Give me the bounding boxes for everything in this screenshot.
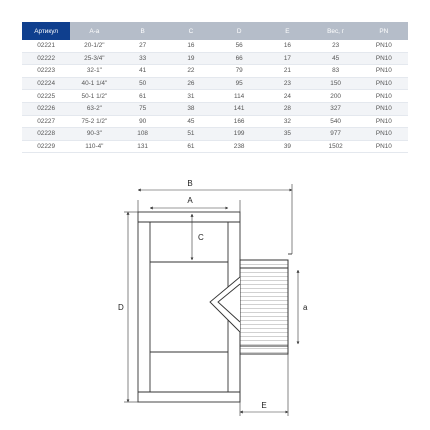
- table-cell: 02222: [22, 52, 70, 65]
- table-row: [22, 115, 408, 128]
- table-cell: 108: [119, 128, 167, 141]
- table-cell: 02221: [22, 40, 70, 52]
- table-cell: 20-1/2": [70, 40, 118, 52]
- table-cell: PN10: [360, 52, 408, 65]
- table-row: [22, 102, 408, 115]
- table-row: [22, 77, 408, 90]
- table-cell: 66: [215, 52, 263, 65]
- table-cell: PN10: [360, 140, 408, 153]
- label-a: A: [187, 196, 193, 205]
- table-cell: 02229: [22, 140, 70, 153]
- table-cell: 23: [312, 40, 360, 52]
- table-cell: 61: [119, 90, 167, 103]
- table-cell: 61: [167, 140, 215, 153]
- table-cell: PN10: [360, 90, 408, 103]
- table-header-row: [22, 22, 408, 40]
- col-header-d: D: [215, 22, 263, 40]
- table-cell: 110-4": [70, 140, 118, 153]
- tee-drawing: [110, 172, 310, 422]
- table-cell: 02228: [22, 128, 70, 141]
- table-cell: 90: [119, 115, 167, 128]
- table-cell: 17: [263, 52, 311, 65]
- table-cell: 199: [215, 128, 263, 141]
- label-b: B: [187, 179, 193, 188]
- table-cell: 50: [119, 77, 167, 90]
- table-cell: 22: [167, 65, 215, 78]
- table-cell: 02226: [22, 102, 70, 115]
- table-cell: 25-3/4": [70, 52, 118, 65]
- table-cell: 23: [263, 77, 311, 90]
- table-cell: PN10: [360, 40, 408, 52]
- table-row: [22, 65, 408, 78]
- table-cell: 45: [167, 115, 215, 128]
- table-row: [22, 40, 408, 52]
- table-cell: 75: [119, 102, 167, 115]
- table-cell: PN10: [360, 115, 408, 128]
- table-cell: 90-3": [70, 128, 118, 141]
- table-cell: 63-2": [70, 102, 118, 115]
- table-cell: 35: [263, 128, 311, 141]
- table-cell: 02227: [22, 115, 70, 128]
- label-c: C: [198, 233, 204, 242]
- table-cell: 32: [263, 115, 311, 128]
- table-row: [22, 52, 408, 65]
- table-cell: 16: [263, 40, 311, 52]
- table-cell: 02224: [22, 77, 70, 90]
- table-cell: 131: [119, 140, 167, 153]
- table-cell: 02225: [22, 90, 70, 103]
- table-cell: 540: [312, 115, 360, 128]
- dimension-e: [240, 354, 288, 416]
- col-header-article: Артикул: [22, 22, 70, 40]
- spec-table: [22, 22, 408, 153]
- table-row: [22, 128, 408, 141]
- table-cell: 238: [215, 140, 263, 153]
- dimension-a: [150, 196, 228, 208]
- table-cell: 114: [215, 90, 263, 103]
- threaded-branch: [240, 254, 292, 354]
- table-cell: 166: [215, 115, 263, 128]
- col-header-pn: PN: [360, 22, 408, 40]
- table-cell: 02223: [22, 65, 70, 78]
- table-cell: PN10: [360, 77, 408, 90]
- table-cell: 40-1 1/4": [70, 77, 118, 90]
- col-header-b: B: [119, 22, 167, 40]
- table-cell: 200: [312, 90, 360, 103]
- dimension-d: [118, 212, 138, 402]
- table-cell: PN10: [360, 65, 408, 78]
- table-cell: 27: [119, 40, 167, 52]
- table-cell: 19: [167, 52, 215, 65]
- col-header-a: A-a: [70, 22, 118, 40]
- table-row: [22, 140, 408, 153]
- table-cell: 31: [167, 90, 215, 103]
- table-cell: PN10: [360, 102, 408, 115]
- table-cell: 26: [167, 77, 215, 90]
- col-header-c: C: [167, 22, 215, 40]
- table-cell: 150: [312, 77, 360, 90]
- table-cell: 21: [263, 65, 311, 78]
- table-cell: 327: [312, 102, 360, 115]
- table-cell: 50-1 1/2": [70, 90, 118, 103]
- table-cell: 16: [167, 40, 215, 52]
- table-cell: 79: [215, 65, 263, 78]
- table-cell: 977: [312, 128, 360, 141]
- table-cell: 32-1": [70, 65, 118, 78]
- table-cell: 1502: [312, 140, 360, 153]
- label-e: E: [261, 401, 267, 410]
- table-cell: 56: [215, 40, 263, 52]
- table-cell: 24: [263, 90, 311, 103]
- table-cell: 39: [263, 140, 311, 153]
- col-header-e: E: [263, 22, 311, 40]
- table-cell: 41: [119, 65, 167, 78]
- label-d: D: [118, 303, 124, 312]
- table-cell: 75-2 1/2": [70, 115, 118, 128]
- table-cell: 51: [167, 128, 215, 141]
- table-cell: 45: [312, 52, 360, 65]
- table-cell: 28: [263, 102, 311, 115]
- label-a-small: a: [303, 303, 308, 312]
- table-row: [22, 90, 408, 103]
- table-cell: 83: [312, 65, 360, 78]
- col-header-weight: Вес, г: [312, 22, 360, 40]
- table-cell: 33: [119, 52, 167, 65]
- dimension-a-thread: [298, 270, 308, 344]
- table-body: [22, 40, 408, 153]
- table-cell: 38: [167, 102, 215, 115]
- table-cell: PN10: [360, 128, 408, 141]
- table-cell: 141: [215, 102, 263, 115]
- table-cell: 95: [215, 77, 263, 90]
